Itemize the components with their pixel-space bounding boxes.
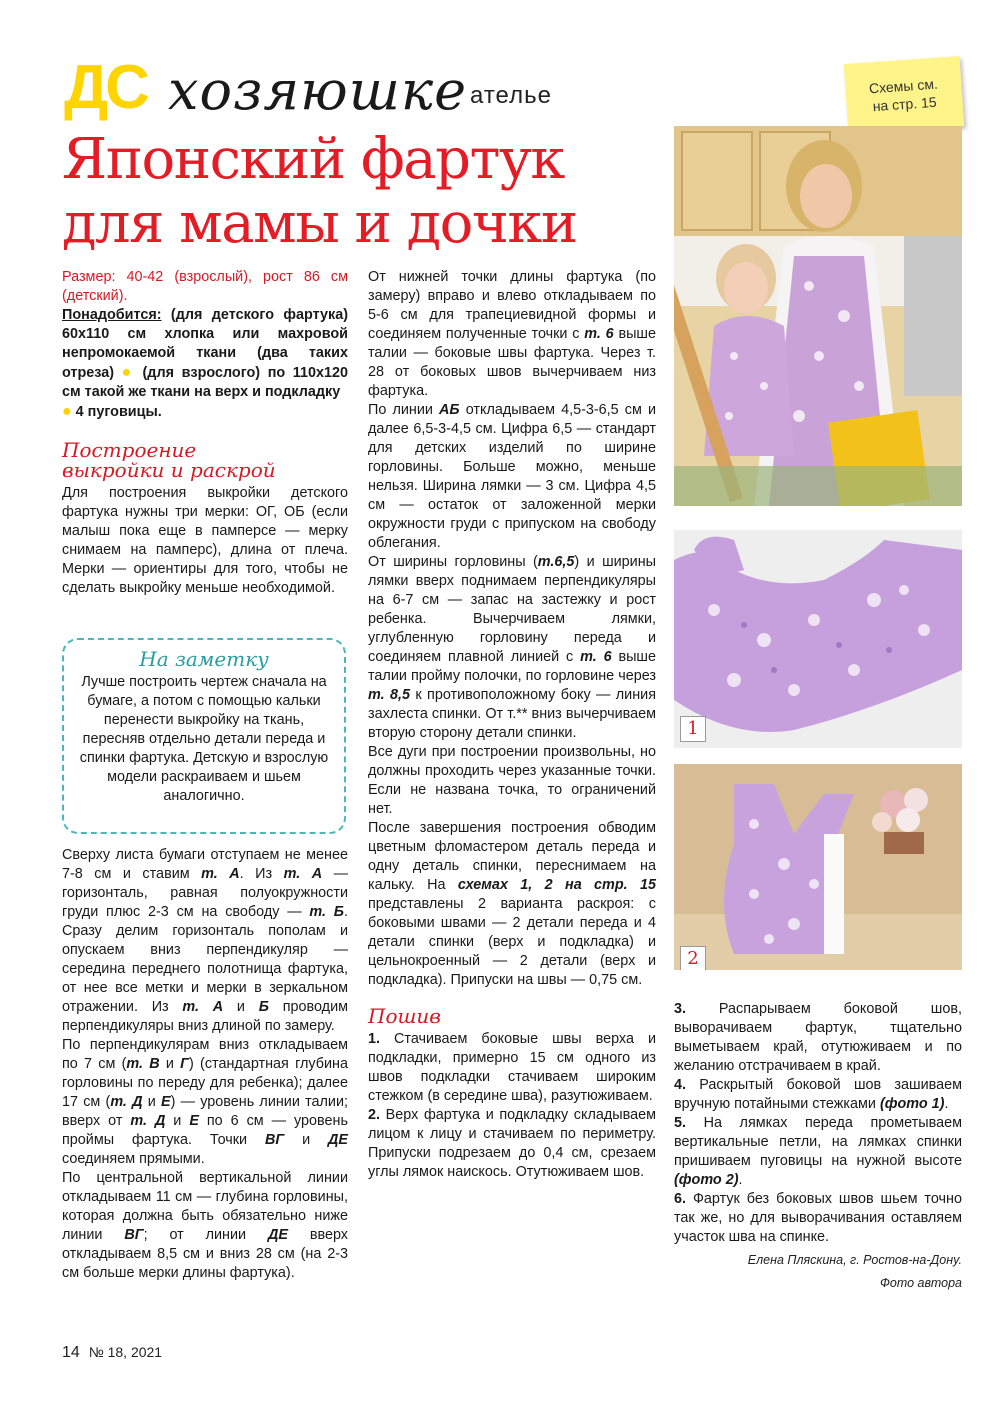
subrubric-label: ателье xyxy=(470,82,552,109)
author-signature: Елена Пляскина, г. Ростов-на-Дону. xyxy=(747,1253,962,1267)
apron-flat-illustration xyxy=(674,530,962,748)
pattern-paragraph-2: Сверху листа бумаги отступаем не менее 7-8 см и ставим т. А. Из т. А — горизонталь, равная полуокружности груди плюс 2-3 см на свободу — т. Б. Сразу делим горизонталь пополам и опускаем вниз перпендикуляр — середина переднего полотнища фартука, от нее все метки и мерки в зеркальном отражении. Из т. А и Б проводим перпендикуляры вниз длиной по замеру. xyxy=(62,847,349,1034)
pattern-paragraph-1: Для построения выкройки детского фартука нужны три мерки: ОГ, ОБ (если малыш пока еще в памперсе — мерку снимаем на памперс), длина от плеча. Мерки — ориентиры для того, чтобы не сделать выкройку меньше необходимой. xyxy=(62,485,348,596)
photo-mother-daughter xyxy=(674,126,962,506)
rubric-title: хозяюшке xyxy=(168,59,468,122)
section-title-pattern: Построение выкройки и раскрой xyxy=(62,438,276,482)
kitchen-photo-illustration xyxy=(674,126,962,506)
sewing-step-5: 5. На лямках переда прометываем вертикальные петли, на лямках спинки пришиваем пуговицы на нужной высоте (фото 2). xyxy=(674,1115,962,1188)
column-1-continued xyxy=(62,846,348,1283)
magazine-logo: ДС xyxy=(64,53,147,122)
photo-2-apron-back xyxy=(674,764,962,970)
note-text: Лучше построить чертеж сначала на бумаге, а потом с помощью кальки перенести выкройку на ткань, пересняв отдельно детали переда и спинки фартука. Детскую и взрослую модели раскраиваем и шьем аналогично. xyxy=(79,674,329,804)
article-title xyxy=(62,128,662,256)
pattern-paragraph-9: После завершения построения обводим цветным фломастером деталь переда и одну деталь спинки, переснимаем на кальку. На схемах 1, 2 на стр. 15 представлены 2 варианта раскроя: с боковыми швами — 2 детали переда и 4 детали спинки (верх и подкладка) и цельнокроенный — 2 детали (верх и подкладка). Припуски на швы — 0,75 см. xyxy=(368,820,656,988)
column-2 xyxy=(368,268,656,1182)
sewing-step-2: 2. Верх фартука и подкладку складываем лицом к лицу и стачиваем по периметру. Припуски подрезаем до 0,4 см, срезаем углы лямок наискось. Отутюживаем шов. xyxy=(368,1107,656,1180)
apron-back-illustration xyxy=(674,764,962,970)
sticker-line-1: Схемы см. xyxy=(868,75,939,97)
pattern-paragraph-5: От нижней точки длины фартука (по замеру) вправо и влево откладываем по 5-6 см для трапециевидной формы и соединяем полученные точки с т. 6 выше талии — боковые швы фартука. Через т. 28 от боковых швов вычерчиваем низ фартука. xyxy=(368,269,656,399)
photo-1-apron-flat xyxy=(674,530,962,748)
issue-number: № 18, 2021 xyxy=(88,1344,163,1360)
note-box xyxy=(62,638,346,834)
size-info: Размер: 40-42 (взрослый), рост 86 см (детский). xyxy=(62,269,348,304)
column-3 xyxy=(674,1000,962,1293)
title-line-2: для мамы и дочки xyxy=(62,191,577,256)
sticker-line-2: на стр. 15 xyxy=(872,93,938,115)
pattern-paragraph-3: По перпендикулярам вниз откладываем по 7 см (т. В и Г) (стандартная глубина горловины по переду для ребенка); далее 17 см (т. Д и Е) — уровень линии талии; вверх от т. Д и Е по 6 см — уровень проймы фартука. Точки ВГ и ДЕ соединяем прямыми. xyxy=(62,1037,348,1167)
pattern-paragraph-7: От ширины горловины (т.6,5) и ширины лямки вверх поднимаем перпендикуляры на 6-7 см — запас на застежку и рост ребенка. Вычерчиваем лямки, углубленную горловину переда и соединяем плавной линией с т. 6 выше талии пройму полочки, по горловине через т. 8,5 к противоположному боку — линия захлеста спинки. От т.** вниз вычерчиваем вторую сторону детали спинки. xyxy=(368,554,656,741)
column-1 xyxy=(62,268,348,598)
section-title-sewing: Пошив xyxy=(368,1004,441,1028)
pattern-paragraph-8: Все дуги при построении произвольны, но должны проходить через указанные точки. Если не названа точка, то ограничений нет. xyxy=(368,744,656,817)
page-footer xyxy=(62,1344,162,1362)
schemes-sticker xyxy=(844,56,965,134)
page-number: 14 xyxy=(62,1344,80,1361)
sewing-step-6: 6. Фартук без боковых швов шьем точно так же, но для выворачивания оставляем участок шва на спинке. xyxy=(674,1191,962,1245)
materials-label: Понадобится: xyxy=(62,307,162,323)
pattern-paragraph-4: По центральной вертикальной линии откладываем 11 см — глубина горловины, которая должна быть обязательно ниже линии ВГ; от линии ДЕ вверх откладываем 8,5 см и вниз 28 см (на 2-3 см больше мерки длины фартука). xyxy=(62,1170,348,1281)
sewing-step-3: 3. Распарываем боковой шов, выворачиваем фартук, тщательно выметываем край, отутюживаем и по желанию отстрачиваем в край. xyxy=(674,1001,962,1074)
sewing-step-4: 4. Раскрытый боковой шов зашиваем вручную потайными стежками (фото 1). xyxy=(674,1077,962,1112)
title-line-1: Японский фартук xyxy=(62,127,564,192)
photo-2-number: 2 xyxy=(680,946,706,970)
note-title: На заметку xyxy=(139,647,269,671)
photo-credit: Фото автора xyxy=(879,1276,962,1290)
photo-1-number: 1 xyxy=(680,716,706,742)
sewing-step-1: 1. Стачиваем боковые швы верха и подкладки, примерно 15 см одного из швов подкладки стачиваем широким стежком (в середине шва), разутюживаем. xyxy=(368,1031,656,1104)
pattern-paragraph-6: По линии АБ откладываем 4,5-3-6,5 см и далее 6,5-3-4,5 см. Цифра 6,5 — стандарт для детских изделий по ширине горловины. Больше можно, меньше нельзя. Ширина лямки — 3 см. Цифра 4,5 см — остаток от заложенной мерки окружности груди с припуском на свободу облегания. xyxy=(368,402,656,551)
materials-info: Понадобится: (для детского фартука) 60х110 см хлопка или махровой непромокаемой ткани (два таких отреза) ● (для взрослого) по 110х120 см такой же ткани на верх и подкладку ● 4 пуговицы. xyxy=(62,307,348,420)
